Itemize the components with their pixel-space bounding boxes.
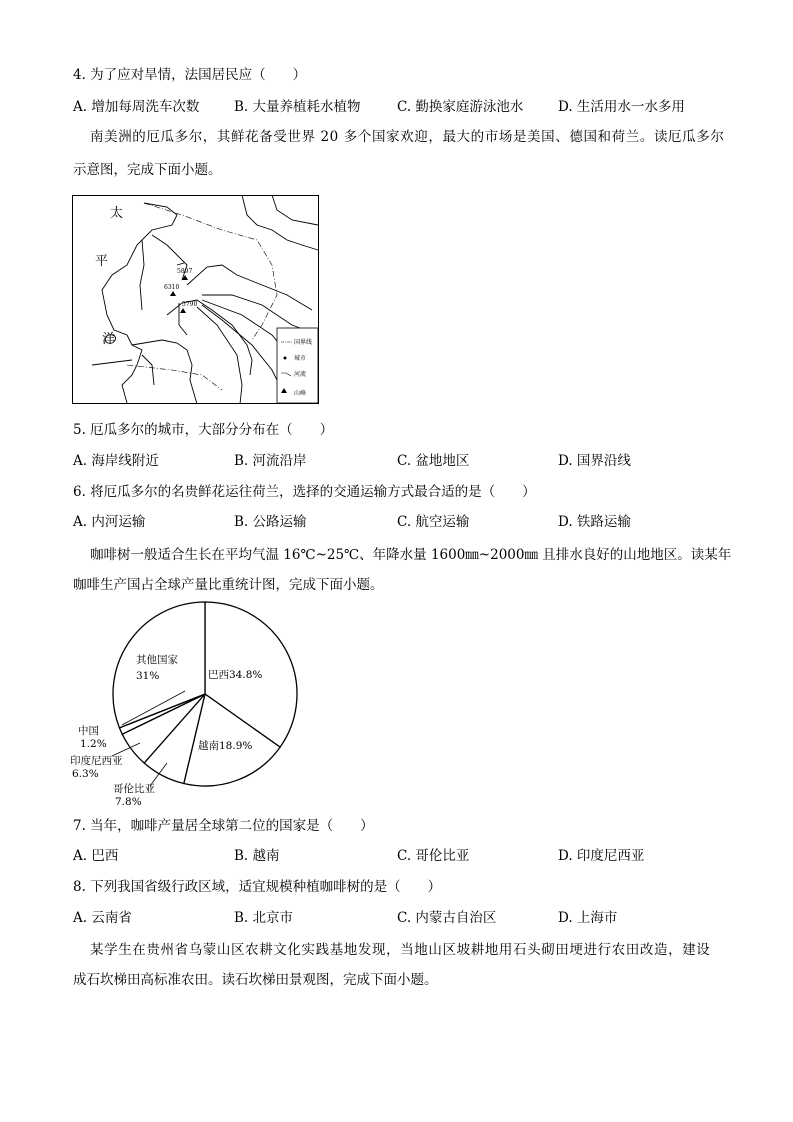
q4-stem: 4. 为了应对旱情，法国居民应（ ） xyxy=(73,67,307,83)
value-china: 1.2% xyxy=(80,738,107,750)
intro3-line1: 某学生在贵州省乌蒙山区农耕文化实践基地发现，当地山区坡耕地用石头砌田埂进行农田改造，建设 xyxy=(90,942,711,958)
legend-border: 国界线 xyxy=(294,339,313,346)
q6-option-d: D. 铁路运输 xyxy=(558,514,631,530)
q6-option-c: C. 航空运输 xyxy=(397,514,470,530)
intro2-line1: 咖啡树一般适合生长在平均气温 16℃~25℃、年降水量 1600㎜~2000㎜ 且排水良好的山地地区。读某年 xyxy=(90,547,732,563)
ocean-char-2: 平 xyxy=(95,254,109,269)
legend-river: 河流 xyxy=(294,371,307,378)
peak-label: 5790 xyxy=(182,301,198,308)
q6-stem: 6. 将厄瓜多尔的名贵鲜花运往荷兰，选择的交通运输方式最合适的是（ ） xyxy=(73,484,536,500)
value-others: 31% xyxy=(136,670,160,682)
label-vietnam: 越南18.9% xyxy=(198,740,253,752)
ecuador-map xyxy=(72,195,319,404)
ocean-char-1: 太 xyxy=(110,206,124,221)
intro1-line2: 示意图，完成下面小题。 xyxy=(73,162,222,178)
label-others: 其他国家 xyxy=(136,654,178,666)
q4-option-b: B. 大量养植耗水植物 xyxy=(234,99,361,115)
q7-option-a: A. 巴西 xyxy=(73,848,119,864)
intro2-line2: 咖啡生产国占全球产量比重统计图，完成下面小题。 xyxy=(73,577,384,593)
q6-option-b: B. 公路运输 xyxy=(234,514,307,530)
q4-option-c: C. 勤换家庭游泳池水 xyxy=(397,99,524,115)
q8-option-d: D. 上海市 xyxy=(558,910,618,926)
value-colombia: 7.8% xyxy=(115,796,142,808)
label-indonesia: 印度尼西亚 xyxy=(70,755,123,767)
legend-city: 城市 xyxy=(294,355,307,362)
q8-option-b: B. 北京市 xyxy=(234,910,294,926)
q8-option-a: A. 云南省 xyxy=(73,910,132,926)
legend-peak: 山峰 xyxy=(294,390,307,397)
q5-option-b: B. 河流沿岸 xyxy=(234,453,307,469)
q7-stem: 7. 当年，咖啡产量居全球第二位的国家是（ ） xyxy=(73,818,374,834)
intro1-line1: 南美洲的厄瓜多尔，其鲜花备受世界 20 多个国家欢迎，最大的市场是美国、德国和荷兰。读厄瓜多尔 xyxy=(90,129,725,145)
q7-option-d: D. 印度尼西亚 xyxy=(558,848,645,864)
ocean-char-3: 洋 xyxy=(102,332,116,347)
q5-option-d: D. 国界沿线 xyxy=(558,453,631,469)
q8-option-c: C. 内蒙古自治区 xyxy=(397,910,497,926)
q5-stem: 5. 厄瓜多尔的城市，大部分分布在（ ） xyxy=(73,422,334,438)
coffee-pie-chart xyxy=(60,598,310,810)
q5-option-a: A. 海岸线附近 xyxy=(73,453,159,469)
q7-option-c: C. 哥伦比亚 xyxy=(397,848,470,864)
q4-option-a: A. 增加每周洗车次数 xyxy=(73,99,200,115)
q8-stem: 8. 下列我国省级行政区域，适宜规模种植咖啡树的是（ ） xyxy=(73,879,442,895)
intro3-line2: 成石坎梯田高标准农田。读石坎梯田景观图，完成下面小题。 xyxy=(73,972,438,988)
peak-label: 5897 xyxy=(177,268,193,275)
q7-option-b: B. 越南 xyxy=(234,848,280,864)
peak-label: 6310 xyxy=(164,284,180,291)
q5-option-c: C. 盆地地区 xyxy=(397,453,470,469)
label-china: 中国 xyxy=(78,725,99,737)
q4-option-d: D. 生活用水一水多用 xyxy=(558,99,685,115)
q6-option-a: A. 内河运输 xyxy=(73,514,146,530)
label-brazil: 巴西34.8% xyxy=(208,669,263,681)
label-colombia: 哥伦比亚 xyxy=(113,783,155,795)
value-indonesia: 6.3% xyxy=(72,768,99,780)
